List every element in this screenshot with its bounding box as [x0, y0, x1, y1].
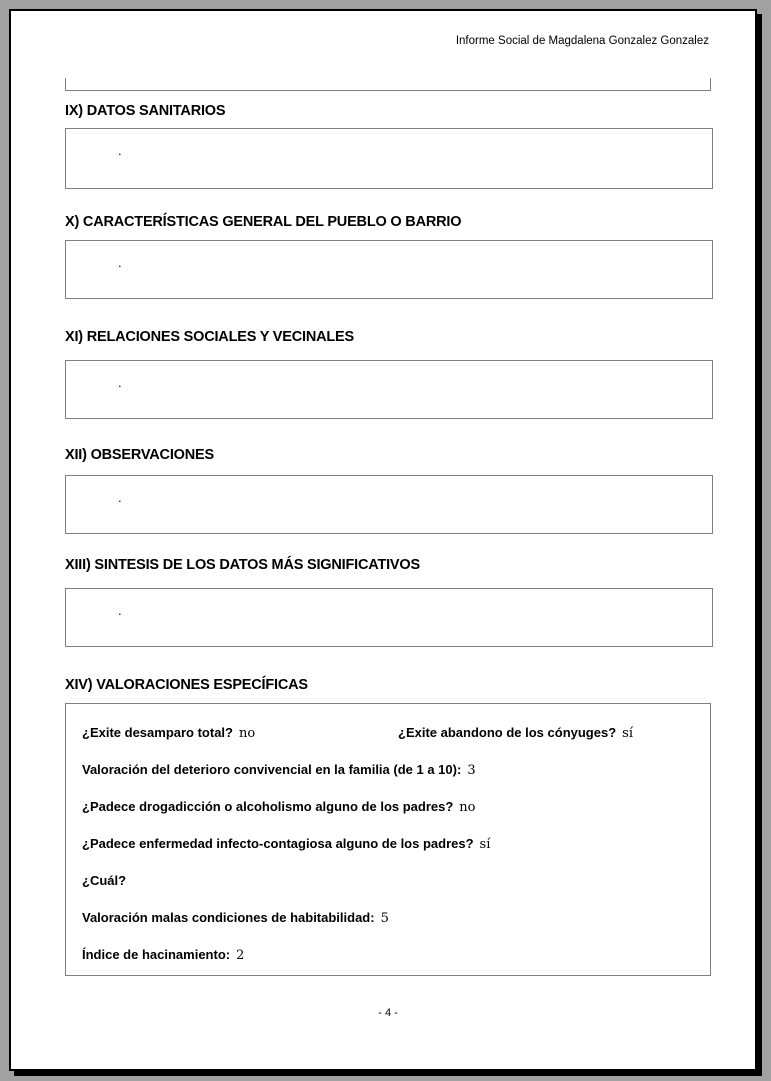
question-row [82, 947, 696, 964]
question-label: ¿Exite abandono de los cónyuges? [398, 725, 617, 740]
section-field-xii[interactable] [65, 475, 713, 534]
answer-value[interactable]: no [459, 800, 476, 815]
question-label: Índice de hacinamiento: [82, 947, 231, 962]
question-row [82, 725, 696, 742]
question-label: ¿Padece drogadicción o alcoholismo alguno de los padres? [82, 799, 454, 814]
question-row [82, 799, 696, 816]
answer-value[interactable]: sí [622, 726, 633, 741]
question-label: Valoración del deterioro convivencial en la familia (de 1 a 10): [82, 762, 462, 777]
answer-value[interactable]: 2 [236, 948, 245, 963]
field-content: . [118, 603, 122, 618]
question-label: Valoración malas condiciones de habitabilidad: [82, 910, 375, 925]
answer-value[interactable]: sí [479, 837, 491, 852]
question-row [82, 873, 696, 890]
section-heading-xiv: XIV) VALORACIONES ESPECÍFICAS [65, 677, 308, 693]
section-heading-xiii: XIII) SINTESIS DE LOS DATOS MÁS SIGNIFICATIVOS [65, 557, 420, 573]
section-field-x[interactable] [65, 240, 713, 299]
field-content: . [118, 375, 122, 390]
document-page [9, 9, 757, 1071]
document-header-title: Informe Social de Magdalena Gonzalez Gonzalez [455, 35, 709, 47]
question-row [82, 836, 696, 853]
question-label: ¿Exite desamparo total? [82, 725, 233, 740]
section-heading-xii: XII) OBSERVACIONES [65, 447, 214, 463]
field-content: . [118, 255, 122, 270]
section-field-ix[interactable] [65, 128, 713, 189]
field-content: . [118, 490, 122, 505]
section-field-xiii[interactable] [65, 588, 713, 647]
page-number: - 4 - [378, 1007, 398, 1019]
question-row [82, 762, 696, 779]
section-heading-x: X) CARACTERÍSTICAS GENERAL DEL PUEBLO O BARRIO [65, 214, 462, 230]
valoraciones-box [65, 703, 711, 976]
question-row [82, 910, 696, 927]
section-field-xi[interactable] [65, 360, 713, 419]
section-heading-ix: IX) DATOS SANITARIOS [65, 103, 226, 119]
previous-section-field-cutoff[interactable] [65, 78, 711, 91]
answer-value[interactable]: no [238, 726, 256, 741]
answer-value[interactable]: 5 [380, 911, 389, 926]
question-label: ¿Cuál? [82, 873, 127, 888]
field-content: . [118, 143, 122, 158]
answer-value[interactable]: 3 [467, 763, 476, 778]
section-heading-xi: XI) RELACIONES SOCIALES Y VECINALES [65, 329, 354, 345]
question-label: ¿Padece enfermedad infecto-contagiosa alguno de los padres? [82, 836, 474, 851]
